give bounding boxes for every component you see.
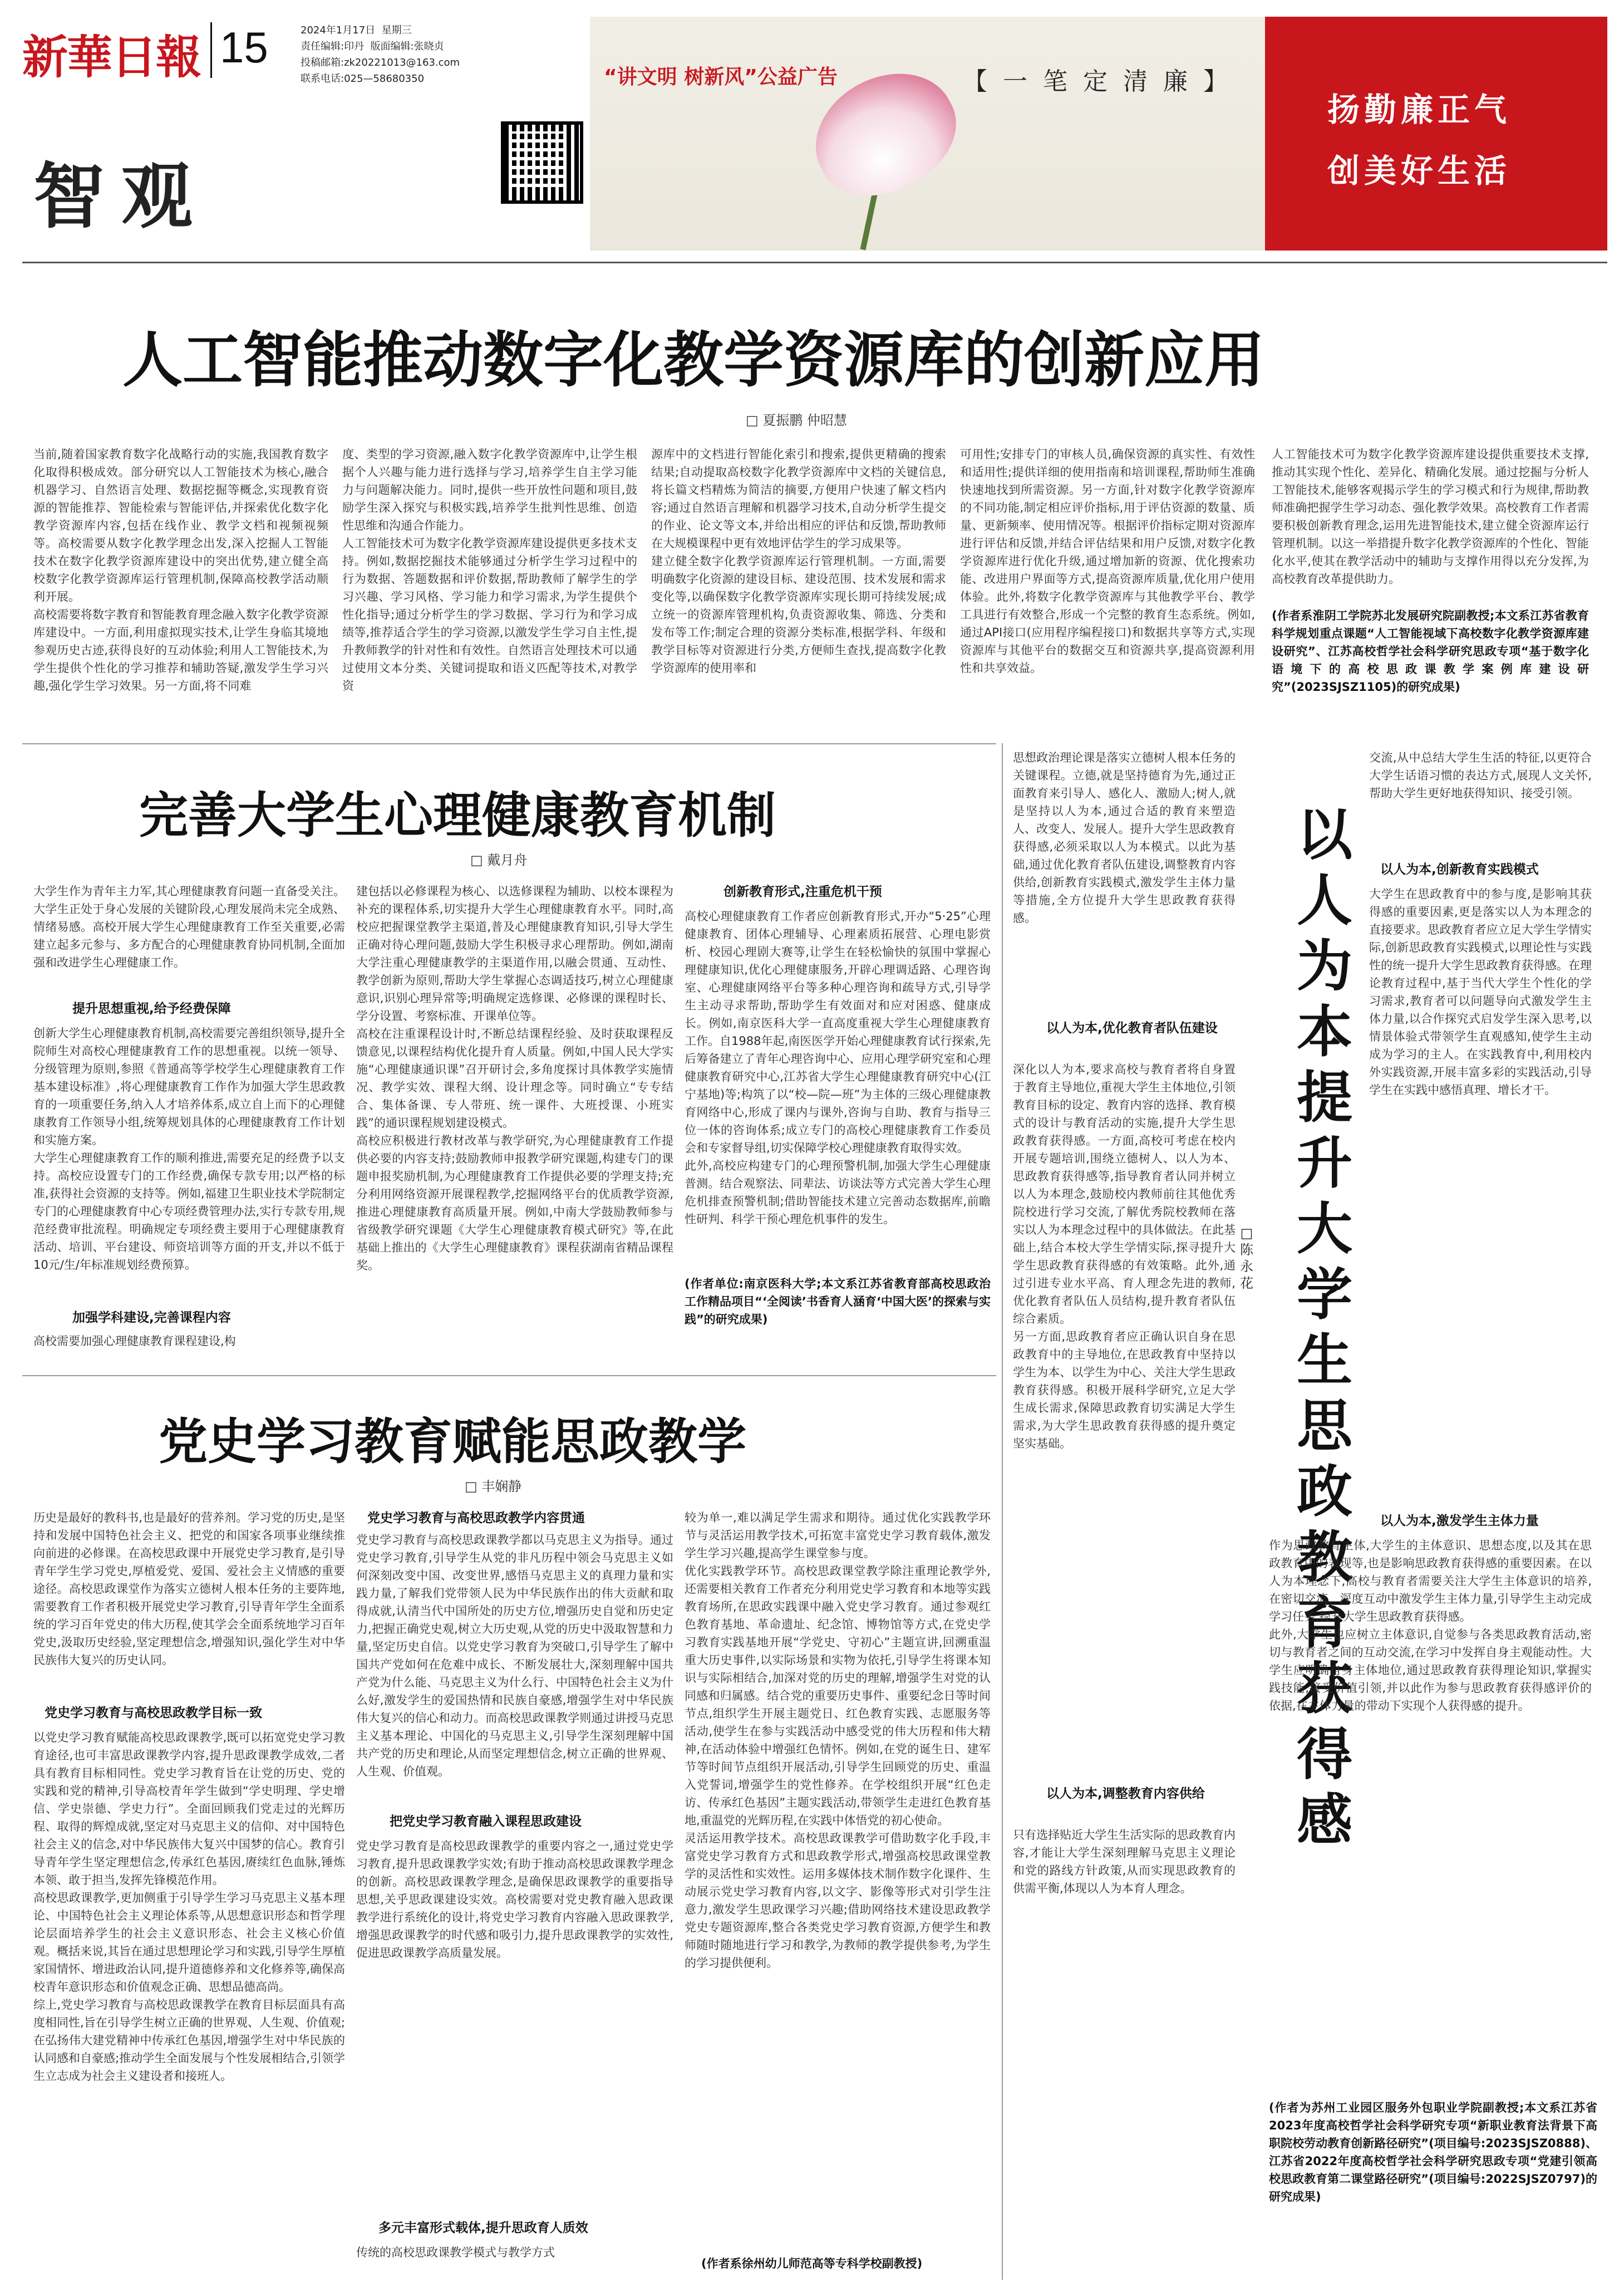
- article-4-subhead-2: 以人为本,调整教育内容供给: [1046, 1787, 1205, 1801]
- article-3-credit: (作者系徐州幼儿师范高等专科学校副教授): [701, 2257, 923, 2270]
- article-4-subhead-1: 以人为本,优化教育者队伍建设: [1046, 1021, 1218, 1035]
- ad-slogan: “讲文明 树新风”公益广告: [604, 66, 838, 89]
- article-2-col-1c: 高校需要加强心理健康教育课程建设,构: [33, 1334, 236, 1348]
- article-4-col-2: 交流,从中总结大学生生活的特征,以更符合大学生话语习惯的表达方式,展现人文关怀,帮助大学生更好地获得知识、接受引领。: [1369, 751, 1592, 800]
- editor-info: 2024年1月17日 星期三 责任编辑:印丹 版面编辑:张晓贞 投稿邮箱:zk20221013@163.com 联系电话:025—58680350: [301, 24, 460, 85]
- ad-red-panel: [1265, 17, 1607, 251]
- article-2-credit: (作者单位:南京医科大学;本文系江苏省教育部高校思政治工作精品项目“‘全阅读’书香育人涵育‘中国大医’的探索与实践”的研究成果): [685, 1277, 991, 1326]
- qr-code-pattern: [511, 131, 567, 187]
- article-2-col-1: 大学生作为青年主力军,其心理健康教育问题一直备受关注。大学生正处于身心发展的关键阶段,心理发展尚未完全成熟、情绪易感。高校开展大学生心理健康教育工作至关重要,必需建立起多元参与、多方配合的心理健康教育协同机制,全面加强和改进学生心理健康工作。: [33, 885, 345, 969]
- article-1-col-5: 人工智能技术可为数字化教学资源库建设提供重要技术支撑,推动其实现个性化、差异化、精确化发展。通过挖掘与分析人工智能技术,能够客观揭示学生的学习模式和行为规律,帮助教师准确把握学生学习动态、强化教学效果。高校教育工作者需要积极创新教育理念,运用先进智能技术,建立健全资源库运行管理机制。以这一举措提升数字化教学资源库的个性化、智能化水平,使其在教学活动中的辅助与支撑作用得以充分发挥,为高校教育改革提供助力。: [1272, 448, 1589, 586]
- article-4-col-2c: 作为思政教育主体,大学生的主体意识、思想态度,以及其在思政教育中的表现等,也是影响思政教育获得感的重要因素。在以人为本理念下,高校与教育者需要关注大学生主体意识的培养,在密切交流、深度互动中激发学生主体力量,引导学生主动完成学习任务,提升大学生思政教育获得感。 此外,大学生也应树立主体意识,自觉参与各类思政教育活动,密切与教育者之间的互动交流,在学习中发挥自身主观能动性。大学生应明确自身主体地位,通过思政教育获得理论知识,掌握实践技能,接受价值引领,并以此作为参与思政教育获得感评价的依据,在主体力量的带动下实现个人获得感的提升。: [1269, 1539, 1592, 1712]
- section-rule-1: [22, 743, 996, 744]
- article-2-subhead-3: 创新教育形式,注重危机干预: [724, 885, 882, 899]
- page-number: 15: [220, 23, 268, 72]
- article-2-col-2: 建包括以必修课程为核心、以选修课程为辅助、以校本课程为补充的课程体系,切实提升大学生心理健康教育水平。同时,高校应把握课堂教学主渠道,普及心理健康教育知识,引导大学生正确对待心理问题,鼓励大学生积极寻求心理帮助。例如,湖南大学注重心理健康教学的主渠道作用,以融会贯通、互动性、教学创新为原则,帮助大学生掌握心态调适技巧,树立心理健康意识,识别心理异常等;明确规定选修课、必修课的课程时长、学分设置、考察标准、开课单位等。 高校在注重课程设计时,不断总结课程经验、及时获取课程反馈意见,以课程结构优化提升育人质量。例如,中国人民大学实施“心理健康通识课”召开研讨会,多角度探讨具体教学实施情况、教学实效、课程大纲、设计理念等。同时确立“专专结合、集体备课、专人带班、统一课件、大班授课、小班实践”的通识课程规划建设模式。 高校应积极进行教材改革与教学研究,为心理健康教育工作提供必要的内容支持;鼓励教师申报教学研究课题,构建专门的课题申报奖励机制,为心理健康教育工作提供必要的学理支持;充分利用网络资源开展课程教学,挖掘网络平台的优质教学资源,推进心理健康教育高质量开展。例如,中南大学鼓励教师参与省级教学研究课题《大学生心理健康教育模式研究》等,在此基础上推出的《大学生心理健康教育》课程获湖南省精品课程奖。: [356, 885, 673, 1272]
- article-3-col-1b: 以党史学习教育赋能高校思政课教学,既可以拓宽党史学习教育途径,也可丰富思政课教学内容,提升思政课教学成效,二者具有教育目标相同性。党史学习教育旨在让党的历史、党的实践和党的精神,引导高校青年学生做到“学史明理、学史增信、学史崇德、学史力行”。全面回顾我们党走过的光辉历程、取得的辉煌成就,坚定对马克思主义的信仰、对中国特色社会主义的信念,对中华民族伟大复兴中国梦的信心。教育引导青年学生坚定理想信念,传承红色基因,赓续红色血脉,锤炼本领、敢于担当,发挥先锋模范作用。 高校思政课教学,更加侧重于引导学生学习马克思主义基本理论、中国特色社会主义理论体系等,从思想意识形态和哲学理论层面培养学生的社会主义意识形态、社会主义核心价值观。概括来说,其旨在通过思想理论学习和实践,引导学生厚植家国情怀、增进政治认同,提升道德修养和文化修养等,确保高校青年意识形态和价值观念正确、思想品德高尚。 综上,党史学习教育与高校思政课教学在教育目标层面具有高度相同性,旨在引导学生树立正确的世界观、人生观、价值观;在弘扬伟大建党精神中传承红色基因,增强学生对中华民族的认同感和自豪感;推动学生全面发展与个性发展相结合,引领学生立志成为社会主义建设者和接班人。: [33, 1731, 345, 2083]
- article-2-title[interactable]: 完善大学生心理健康教育机制: [139, 786, 776, 844]
- ad-line-1: 扬勤廉正气: [1327, 91, 1512, 129]
- article-4-col-1: 思想政治理论课是落实立德树人根本任务的关键课程。立德,就是坚持德育为先,通过正面教育来引导人、感化人、激励人;树人,就是坚持以人为本,通过合适的教育来塑造人、改变人、发展人。提升大学生思政教育获得感,必须采取以人为本模式。以此为基础,通过优化教育者队伍建设,调整教育内容供给,创新教育实践模式,激发学生主体力量等措施,全方位提升大学生思政教育获得感。: [1013, 751, 1236, 925]
- masthead-divider: [210, 22, 212, 78]
- article-3-subhead-3: 把党史学习教育融入课程思政建设: [390, 1814, 582, 1829]
- article-4-credit: (作者为苏州工业园区服务外包职业学院副教授;本文系江苏省2023年度高校哲学社会科学研究专项“新职业教育法背景下高职院校劳动教育创新路径研究”(项目编号:2023SJSZ0888)、江苏省2022年度高校哲学社会科学研究思政专项“党建引领高校思政教育第二课堂路径研究”(项目编号:2022SJSZ0797)的研究成果): [1269, 2101, 1597, 2203]
- article-1-credit: (作者系淮阴工学院苏北发展研究院副教授;本文系江苏省教育科学规划重点课题“人工智能视域下高校数字化教学资源库建设研究”、江苏高校哲学社会科学研究思政专项“基于数字化语境下的高校思政课教学案例库建设研究”(2023SJSZ1105)的研究成果): [1272, 609, 1589, 694]
- ad-banner: 【一笔定清廉】: [963, 67, 1243, 96]
- section-title: 智观: [33, 155, 210, 238]
- ad-line-2: 创美好生活: [1327, 152, 1512, 190]
- article-3-col-2b: 党史学习教育是高校思政课教学的重要内容之一,通过党史学习教育,提升思政课教学实效;有助于推动高校思政课教学理念的创新。高校思政课教学理念,是确保思政课教学的重要指导思想,关乎思政课建设实效。高校需要对党史教育融入思政课教学进行系统化的设计,将党史学习教育内容融入思政课教学,增强思政课教学的时代感和吸引力,提升思政课教学的实效性,促进思政课教学高质量发展。: [356, 1839, 673, 1960]
- header-rule: [22, 262, 1607, 263]
- article-1-col-4: 可用性;安排专门的审核人员,确保资源的真实性、有效性和适用性;提供详细的使用指南和培训课程,帮助师生准确快速地找到所需资源。另一方面,针对数字化教学资源库的不同功能,制定相应评价指标,用于评估资源的数量、质量、更新频率、使用情况等。根据评价指标定期对资源库进行评估和反馈,并结合评估结果和用户反馈,对数字化教学资源库进行优化升级,通过增加新的资源、优化搜索功能、改进用户界面等方式,提高资源库质量,优化用户使用体验。此外,将数字化教学资源库与其他教学平台、教学工具进行有效整合,形成一个完整的教育生态系统。例如,通过API接口(应用程序编程接口)和数据共享等方式,实现资源库与其他平台的数据交互和资源共享,提高资源利用性和共享效益。: [960, 448, 1255, 675]
- article-3-subhead-1: 党史学习教育与高校思政教学目标一致: [45, 1706, 262, 1720]
- article-3-subhead-2: 党史学习教育与高校思政教学内容贯通: [367, 1511, 585, 1525]
- article-2-byline: □ 戴月舟: [470, 852, 528, 868]
- column-rule: [1002, 743, 1003, 2280]
- article-3-col-2c: 传统的高校思政课教学模式与教学方式: [356, 2246, 555, 2259]
- article-4-byline: □ 陈永花: [1240, 1225, 1253, 1291]
- article-4-col-2b: 大学生在思政教育中的参与度,是影响其获得感的重要因素,更是落实以人为本理念的直接要求。思政教育者应立足大学生学情实际,创新思政教育实践模式,以理论性与实践性的统一提升大学生思政教育获得感。在理论教育过程中,基于当代大学生个性化的学习需求,教育者可以问题导向式激发学生主体力量,以合作探究式启发学生深入思考,以情景体验式带领学生直观感知,使学生主动成为学习的主人。在实践教育中,利用校内外实践资源,开展丰富多彩的实践活动,引导学生在实践中感悟真理、增长才干。: [1369, 887, 1592, 1097]
- article-1-col-2: 度、类型的学习资源,融入数字化教学资源库中,让学生根据个人兴趣与能力进行选择与学习,培养学生自主学习能力与问题解决能力。同时,提供一些开放性问题和项目,鼓励学生深入探究与积极实践,培养学生批判性思维、创造性思维和沟通合作能力。 人工智能技术可为数字化教学资源库建设提供更多技术支持。例如,数据挖掘技术能够通过分析学生学习过程中的行为数据、答题数据和评价数据,帮助教师了解学生的学习兴趣、学习风格、学习能力和学习需求,为学生提供个性化指导;通过分析学生的学习数据、学习行为和学习成绩等,推荐适合学生的学习资源,以激发学生学习自主性,提升教师教学的针对性和有效性。自然语言处理技术可以通过使用文本分类、关键词提取和语义匹配等技术,对教学资: [342, 448, 637, 693]
- article-4-title[interactable]: 以人为本提升大学生思政教育获得感: [1297, 802, 1352, 1853]
- article-3-byline: □ 丰娴静: [465, 1479, 522, 1494]
- article-3-title[interactable]: 党史学习教育赋能思政教学: [159, 1412, 747, 1470]
- article-3-col-3: 较为单一,难以满足学生需求和期待。通过优化实践教学环节与灵活运用教学技术,可拓宽丰富党史学习教育载体,激发学生学习兴趣,提高学生课堂参与度。 优化实践教学环节。高校思政课堂教学除注重理论教学外,还需要相关教育工作者充分利用党史学习教育和本地等实践教育场所,在思政实践课中融入党史学习教育。通过参观红色教育基地、革命遗址、纪念馆、博物馆等方式,在党史学习教育实践基地开展“学党史、守初心”主题宣讲,回溯重温重大历史事件,以实际场景和实物为依托,引导学生将课本知识与实际相结合,加深对党的历史的理解,增强学生对党的认同感和归属感。结合党的重要历史事件、重要纪念日等时间节点,组织学生开展主题党日、红色教育实践、志愿服务等活动,使学生在参与实践活动中感受党的伟大历程和伟大精神,在活动体验中增强红色情怀。例如,在党的诞生日、建军节等时间节点组织开展活动,引导学生回顾党的历史、重温入党誓词,增强学生的党性修养。在学校组织开展“红色走访、传承红色基因”主题实践活动,带领学生走进红色教育基地,重温党的光辉历程,在实践中体悟党的初心使命。 灵活运用教学技术。高校思政课教学可借助数字化手段,丰富党史学习教育方式和思政教学形式,增强高校思政课堂教学的灵活性和实效性。运用多媒体技术制作数字化课件、生动展示党史学习教育内容,以文字、影像等形式对引学生注意力,激发学生思政课学习兴趣;借助网络技术建设思政教学党史专题资源库,整合各类党史学习教育资源,方便学生和教师随时随地进行学习和教学,为教师的教学提供参考,为学生的学习提供便利。: [685, 1511, 991, 1970]
- article-3-col-2: 党史学习教育与高校思政课教学都以马克思主义为指导。通过党史学习教育,引导学生从党的非凡历程中领会马克思主义如何深刻改变中国、改变世界,感悟马克思主义的真理力量和实践力量,了解我们党带领人民为中华民族作出的伟大贡献和取得成就,认清当代中国所处的历史方位,增强历史自觉和历史定力,把握正确党史观,树立大历史观,从党的历史中汲取智慧和力量,坚定历史自信。以党史学习教育为突破口,引导学生了解中国共产党如何在危难中成长、不断发展壮大,深刻理解中国共产党为什么能、马克思主义为什么行、中国特色社会主义为什么好,激发学生的爱国热情和民族自豪感,增强学生对中华民族伟大复兴的信心和动力。而高校思政课教学则通过讲授马克思主义基本理论、中国化的马克思主义,引导学生深刻理解中国共产党的历史和理论,从而坚定理想信念,树立正确的世界观、人生观、价值观。: [356, 1533, 673, 1778]
- article-4-col-1c: 只有选择贴近大学生生活实际的思政教育内容,才能让大学生深刻理解马克思主义理论和党的路线方针政策,从而实现思政教育的供需平衡,体现以人为本育人理念。: [1013, 1828, 1236, 1895]
- article-2-col-1b: 创新大学生心理健康教育机制,高校需要完善组织领导,提升全院师生对高校心理健康教育工作的思想重视。以统一领导、分级管理为原则,参照《普通高等学校学生心理健康教育工作基本建设标准》,将心理健康教育工作作为加强大学生思政教育的一项重要任务,纳入人才培养体系,成立自上而下的心理健康教育工作领导小组,统筹规划具体的心理健康教育工作计划和实施方案。 大学生心理健康教育工作的顺利推进,需要充足的经费予以支持。高校应设置专门的工作经费,确保专款专用;以严格的标准,获得社会资源的支持等。例如,福建卫生职业技术学院制定专门的心理健康教育中心专项经费管理办法,实行专款专用,规范经费审批流程。明确规定专项经费主要用于心理健康教育活动、培训、平台建设、师资培训等方面的开支,并以不低于10元/生/年标准规划经费预算。: [33, 1027, 345, 1272]
- article-1-byline: □ 夏振鹏 仲昭慧: [746, 413, 847, 428]
- section-rule-2: [22, 1375, 996, 1376]
- article-2-col-3: 高校心理健康教育工作者应创新教育形式,开办“5·25”心理健康教育、团体心理辅导、心理素质拓展营、心理电影赏析、校园心理剧大赛等,让学生在轻松愉快的氛围中掌握心理健康知识,优化心理健康服务,开辟心理调适路、心理咨询室、心理健康网络平台等多种心理咨询和疏导方式,引导学生主动寻求帮助,帮助学生有效面对和应对困惑、健康成长。例如,南京医科大学一直高度重视大学生心理健康教育工作。自1988年起,南医医学开始心理健康教育试行探索,先后筹备建立了青年心理咨询中心、应用心理学研究室和心理健康教育研究中心,江苏省大学生心理健康教育研究中心(江宁基地)等;构筑了以“校—院—班”为主体的三级心理健康教育网络中心,形成了课内与课外,咨询与自助、教育与指导三位一体的咨询体系;成立专门的高校心理健康教育工作委员会和专家督导组,切实保障学校心理健康教育取得实效。 此外,高校应构建专门的心理预警机制,加强大学生心理健康普测。结合观察法、同辈法、访谈法等方式完善大学生心理危机排查预警机制;借助智能技术建立完善动态数据库,前瞻性研判、科学干预心理危机事件的发生。: [685, 910, 991, 1226]
- article-4-subhead-3: 以人为本,创新教育实践模式: [1380, 862, 1539, 877]
- article-3-col-1: 历史是最好的教科书,也是最好的营养剂。学习党的历史,是坚持和发展中国特色社会主义、把党的和国家各项事业继续推向前进的必修课。在高校思政课中开展党史学习教育,是引导青年学生学习党史,厚植爱党、爱国、爱社会主义情感的重要途径。高校思政课堂作为落实立德树人根本任务的主要阵地,需要教育工作者积极开展党史学习教育,引导青年学生全面系统的学习百年党史的伟大历程,使其学会全面系统地学习百年党史,汲取历史经验,坚定理想信念,增强知识,强化学生对中华民族伟大复兴的历史认同。: [33, 1511, 345, 1667]
- article-4-subhead-4: 以人为本,激发学生主体力量: [1380, 1514, 1539, 1528]
- article-3-subhead-4: 多元丰富形式载体,提升思政育人质效: [378, 2221, 588, 2235]
- article-2-subhead-1: 提升思想重视,给予经费保障: [72, 1002, 231, 1016]
- article-4-col-1b: 深化以人为本,要求高校与教育者将自身置于教育主导地位,重视大学生主体地位,引领教育目标的设定、教育内容的选择、教育模式的设计与教育活动的实施,提升大学生思政教育获得感。一方面,高校可考虑在校内开展专题培训,围绕立德树人、以人为本、思政教育获得感等,指导教育者认同并树立以人为本理念,鼓励校内教师前往其他优秀院校进行学习交流,了解优秀院校教师在落实以人为本理念过程中的具体做法。在此基础上,结合本校大学生学情实际,探寻提升大学生思政教育获得感的有效策略。此外,通过引进专业水平高、育人理念先进的教师,优化教育者队伍人员结构,提升教育者队伍综合素质。 另一方面,思政教育者应正确认识自身在思政教育中的主导地位,在思政教育中坚持以学生为本、以学生为中心、关注大学生思政教育获得感。积极开展科学研究,立足大学生成长需求,保障思政教育切实满足大学生需求,为大学生思政教育获得感的提升奠定坚实基础。: [1013, 1063, 1236, 1450]
- article-1-col-1: 当前,随着国家教育数字化战略行动的实施,我国教育数字化取得积极成效。部分研究以人工智能技术为核心,融合机器学习、自然语言处理、数据挖掘等概念,实现教育资源的智能推荐、智能检索与智能评估,并探索优化数字化教学资源库内容,包括在线作业、教学文档和视频视频等。高校需要从数字化教学理念出发,深入挖掘人工智能技术在数字化教学资源库建设中的突出优势,建立健全高校数字化教学资源库运行管理机制,保障高校教学活动顺利开展。 高校需要将数字教育和智能教育理念融入数字化教学资源库建设中。一方面,利用虚拟现实技术,让学生身临其境地参观历史古迹,获得良好的互动体验;利用人工智能技术,为学生提供个性化的学习推荐和辅助答疑,激发学生学习兴趣,强化学生学习效果。另一方面,将不同难: [33, 448, 328, 693]
- newspaper-logo: 新華日報: [22, 31, 201, 84]
- article-2-subhead-2: 加强学科建设,完善课程内容: [72, 1311, 231, 1325]
- article-1-col-3: 源库中的文档进行智能化索引和搜索,提供更精确的搜索结果;自动提取高校数字化教学资源库中文档的关键信息,将长篇文档精炼为简洁的摘要,方便用户快速了解文档内容;通过自然语言理解和机器学习技术,自动分析学生提交的作业、论文等文本,并给出相应的评估和反馈,帮助教师在大规模课程中更有效地评估学生的学习成果等。 建立健全数字化教学资源库运行管理机制。一方面,需要明确数字化资源的建设目标、建设范围、技术发展和需求变化等,以确保数字化教学资源库实现长期可持续发展;成立统一的资源库管理机构,负责资源收集、筛选、分类和发布等工作;制定合理的资源分类标准,根据学科、年级和教学目标等对资源进行分类,方便师生查找,提高数字化教学资源库的使用率和: [651, 448, 946, 675]
- article-1-title[interactable]: 人工智能推动数字化教学资源库的创新应用: [122, 325, 1265, 395]
